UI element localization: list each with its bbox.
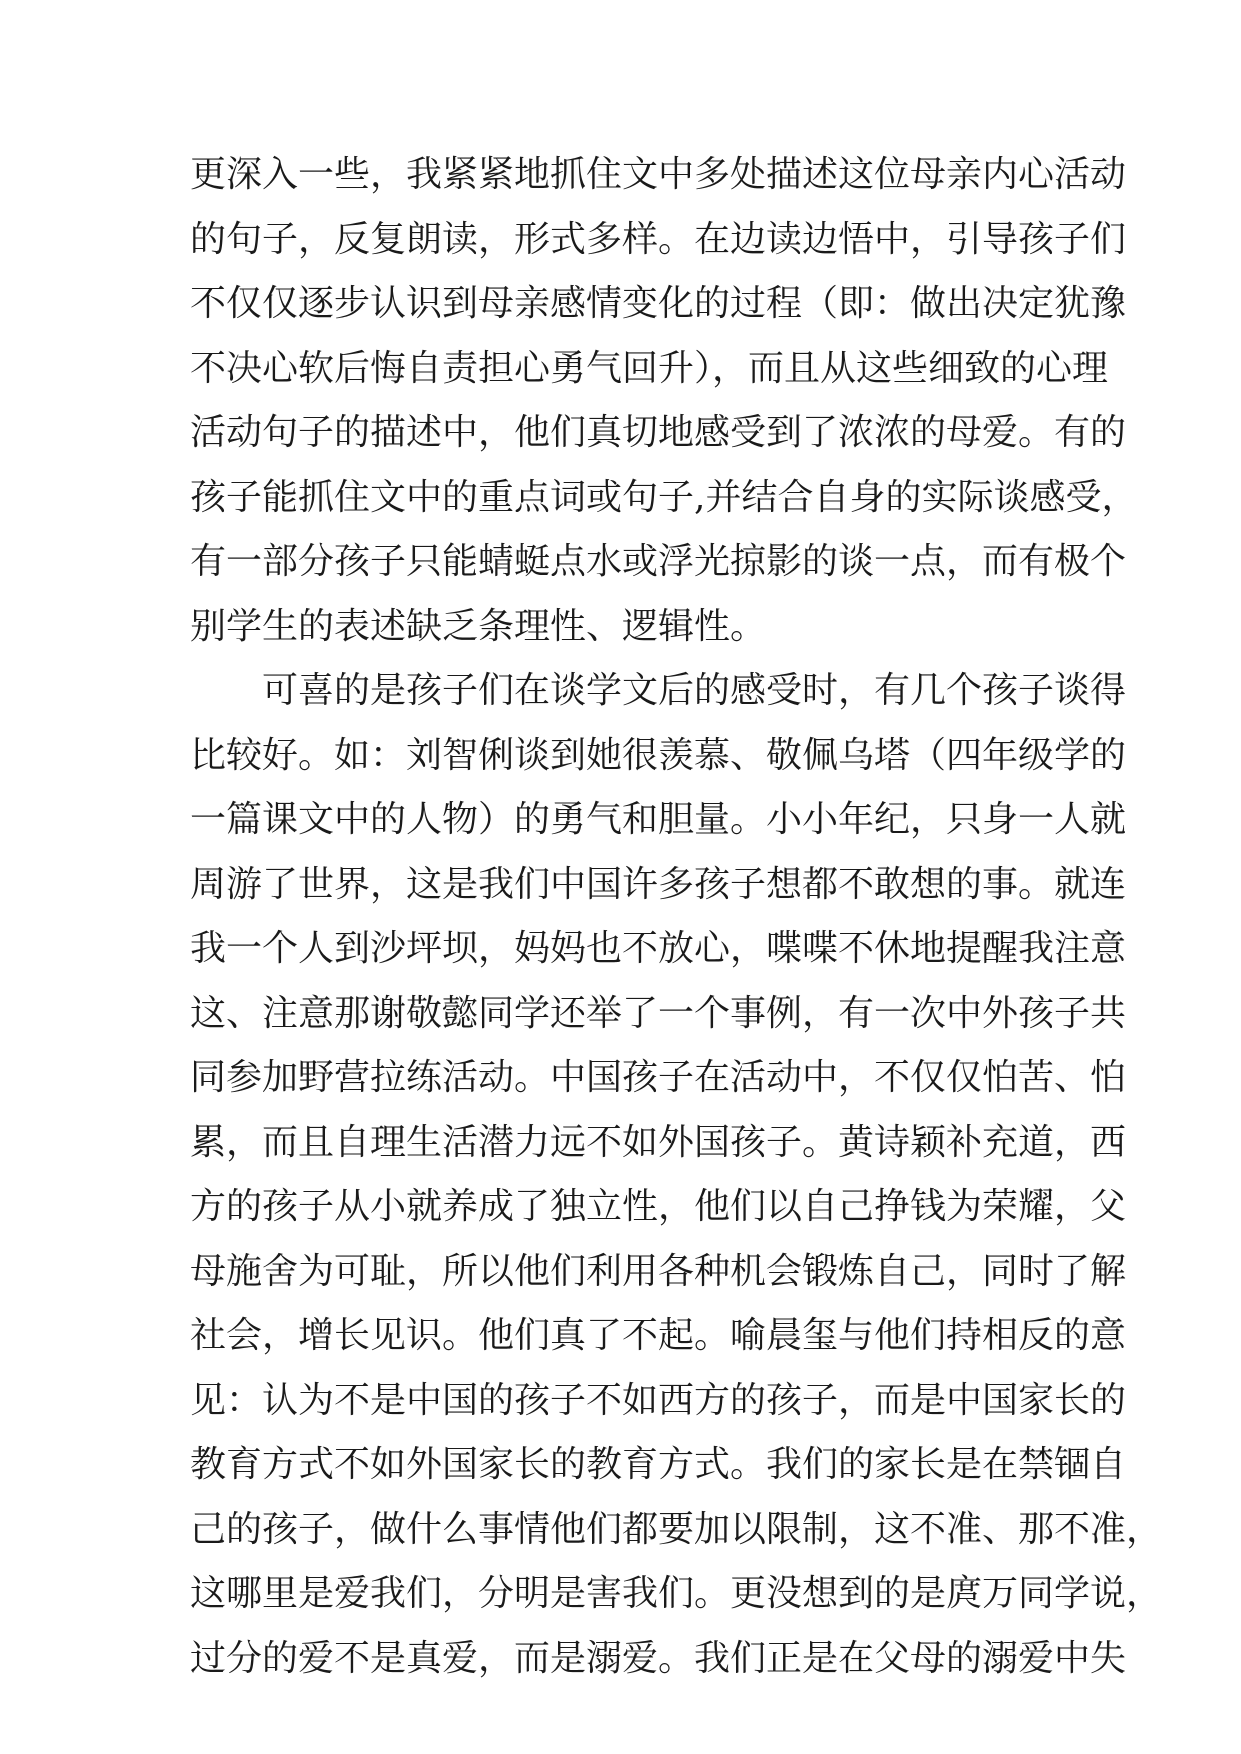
text-line: 过分的爱不是真爱，而是溺爱。我们正是在父母的溺爱中失 [190,1637,1127,1679]
text-line: 更深入一些，我紧紧地抓住文中多处描述这位母亲内心活动 [190,154,1127,195]
text-line: 我一个人到沙坪坝，妈妈也不放心，喋喋不休地提醒我注意 [190,928,1127,969]
text-line: 不决心软后悔自责担心勇气回升），而且从这些细致的心理 [190,347,1109,389]
text-line: 教育方式不如外国家长的教育方式。我们的家长是在禁锢自 [190,1444,1127,1485]
text-line: 累，而且自理生活潜力远不如外国孩子。黄诗颖补充道，西 [190,1121,1127,1163]
text-line: 社会，增长见识。他们真了不起。喻晨玺与他们持相反的意 [190,1315,1127,1356]
text-line: 别学生的表述缺乏条理性、逻辑性。 [190,605,767,647]
text-line: 的句子，反复朗读，形式多样。在边读边悟中，引导孩子们 [190,218,1127,260]
text-line: 方的孩子从小就养成了独立性，他们以自己挣钱为荣耀，父 [190,1186,1127,1227]
text-line: 周游了世界，这是我们中国许多孩子想都不敢想的事。就连 [190,863,1127,905]
text-line: 不仅仅逐步认识到母亲感情变化的过程（即：做出决定犹豫 [190,283,1127,324]
text-line: 有一部分孩子只能蜻蜓点水或浮光掠影的谈一点，而有极个 [190,541,1127,582]
text-line: 这哪里是爱我们，分明是害我们。更没想到的是庹万同学说， [190,1573,1163,1614]
text-line: 活动句子的描述中，他们真切地感受到了浓浓的母爱。有的 [190,412,1127,453]
text-line: 母施舍为可耻，所以他们利用各种机会锻炼自己，同时了解 [190,1250,1127,1292]
paragraph-first-line: 可喜的是孩子们在谈学文后的感受时，有几个孩子谈得 [262,670,1127,711]
text-line: 这、注意那谢敬懿同学还举了一个事例，有一次中外孩子共 [190,992,1127,1034]
text-line: 一篇课文中的人物）的勇气和胆量。小小年纪，只身一人就 [190,799,1127,840]
text-line: 同参加野营拉练活动。中国孩子在活动中，不仅仅怕苦、怕 [190,1057,1127,1098]
text-line: 己的孩子，做什么事情他们都要加以限制，这不准、那不准， [190,1508,1163,1550]
text-line: 比较好。如：刘智俐谈到她很羡慕、敬佩乌塔（四年级学的 [190,734,1127,776]
text-line: 孩子能抓住文中的重点词或句子,并结合自身的实际谈感受， [190,476,1138,518]
text-line: 见：认为不是中国的孩子不如西方的孩子，而是中国家长的 [190,1379,1127,1421]
